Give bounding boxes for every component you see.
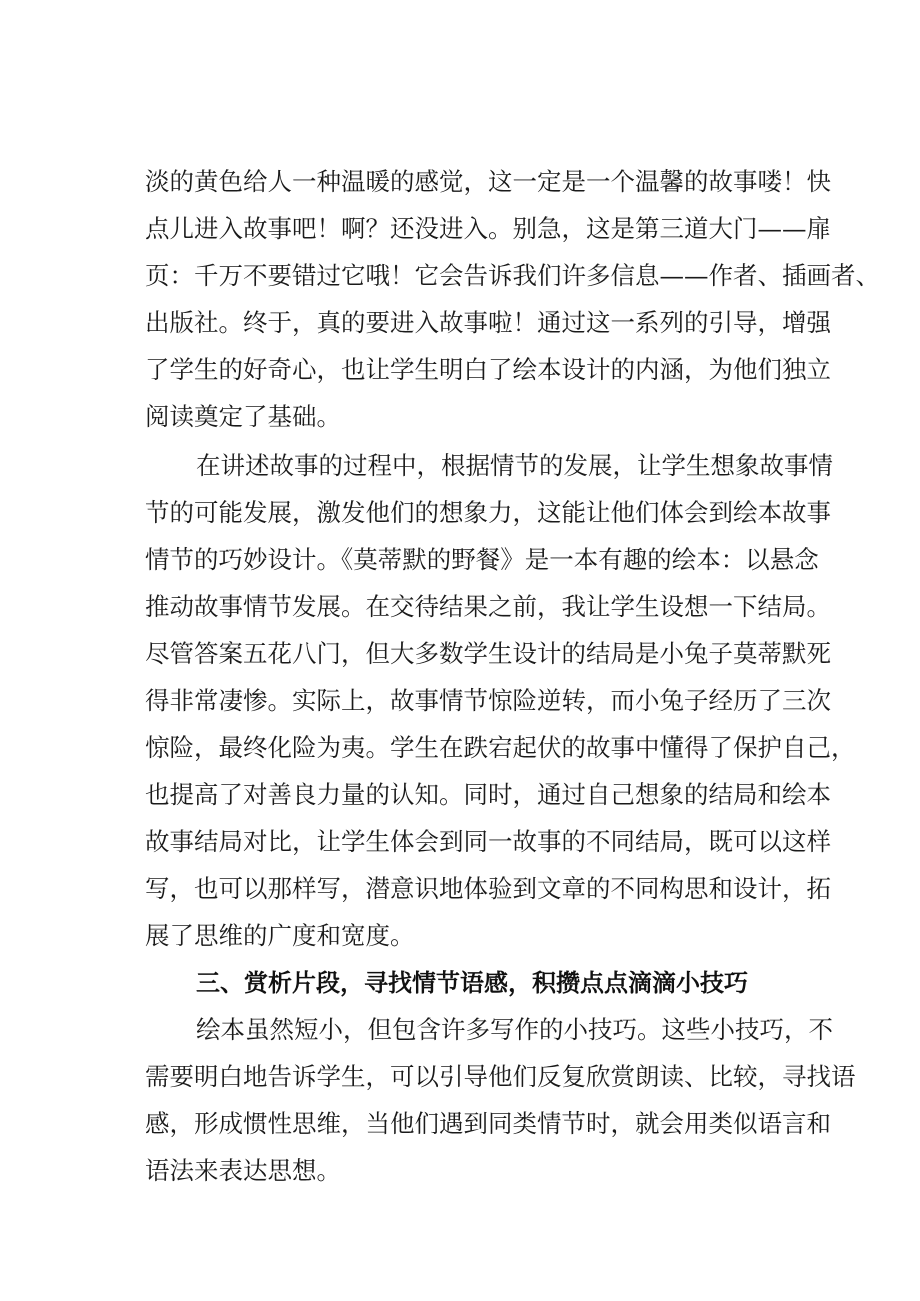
paragraph-line: 展了思维的广度和宽度。 — [145, 921, 415, 950]
paragraph-line: 得非常凄惨。实际上，故事情节惊险逆转，而小兔子经历了三次 — [145, 686, 831, 715]
paragraph-line: 推动故事情节发展。在交待结果之前，我让学生设想一下结局。 — [145, 592, 831, 621]
paragraph-line: 了学生的好奇心，也让学生明白了绘本设计的内涵，为他们独立 — [145, 355, 831, 384]
paragraph-line: 节的可能发展，激发他们的想象力，这能让他们体会到绘本故事 — [145, 498, 831, 527]
paragraph-line: 感，形成惯性思维，当他们遇到同类情节时，就会用类似语言和 — [145, 1109, 831, 1138]
paragraph-line: 淡的黄色给人一种温暖的感觉，这一定是一个温馨的故事喽！快 — [145, 167, 831, 196]
paragraph-line: 点儿进入故事吧！啊？还没进入。别急，这是第三道大门——扉 — [145, 214, 831, 243]
paragraph-line: 绘本虽然短小，但包含许多写作的小技巧。这些小技巧，不 — [196, 1015, 833, 1044]
paragraph-line: 阅读奠定了基础。 — [145, 402, 341, 431]
paragraph-line: 惊险，最终化险为夷。学生在跌宕起伏的故事中懂得了保护自己， — [145, 733, 856, 762]
paragraph-line: 语法来表达思想。 — [145, 1156, 341, 1185]
paragraph-line: 需要明白地告诉学生，可以引导他们反复欣赏朗读、比较，寻找语 — [145, 1062, 856, 1091]
paragraph-line: 尽管答案五花八门，但大多数学生设计的结局是小兔子莫蒂默死 — [145, 639, 831, 668]
paragraph-line: 也提高了对善良力量的认知。同时，通过自己想象的结局和绘本 — [145, 780, 831, 809]
paragraph-line: 写，也可以那样写，潜意识地体验到文章的不同构思和设计，拓 — [145, 874, 831, 903]
paragraph-line: 出版社。终于，真的要进入故事啦！通过这一系列的引导，增强 — [145, 308, 831, 337]
paragraph-line: 页：千万不要错过它哦！它会告诉我们许多信息——作者、插画者、 — [145, 261, 880, 290]
paragraph-line: 在讲述故事的过程中，根据情节的发展，让学生想象故事情 — [196, 451, 833, 480]
section-heading: 三、赏析片段，寻找情节语感，积攒点点滴滴小技巧 — [196, 969, 748, 997]
paragraph-line: 故事结局对比，让学生体会到同一故事的不同结局，既可以这样 — [145, 827, 831, 856]
paragraph-line: 情节的巧妙设计。《莫蒂默的野餐》是一本有趣的绘本：以悬念 — [145, 545, 819, 574]
